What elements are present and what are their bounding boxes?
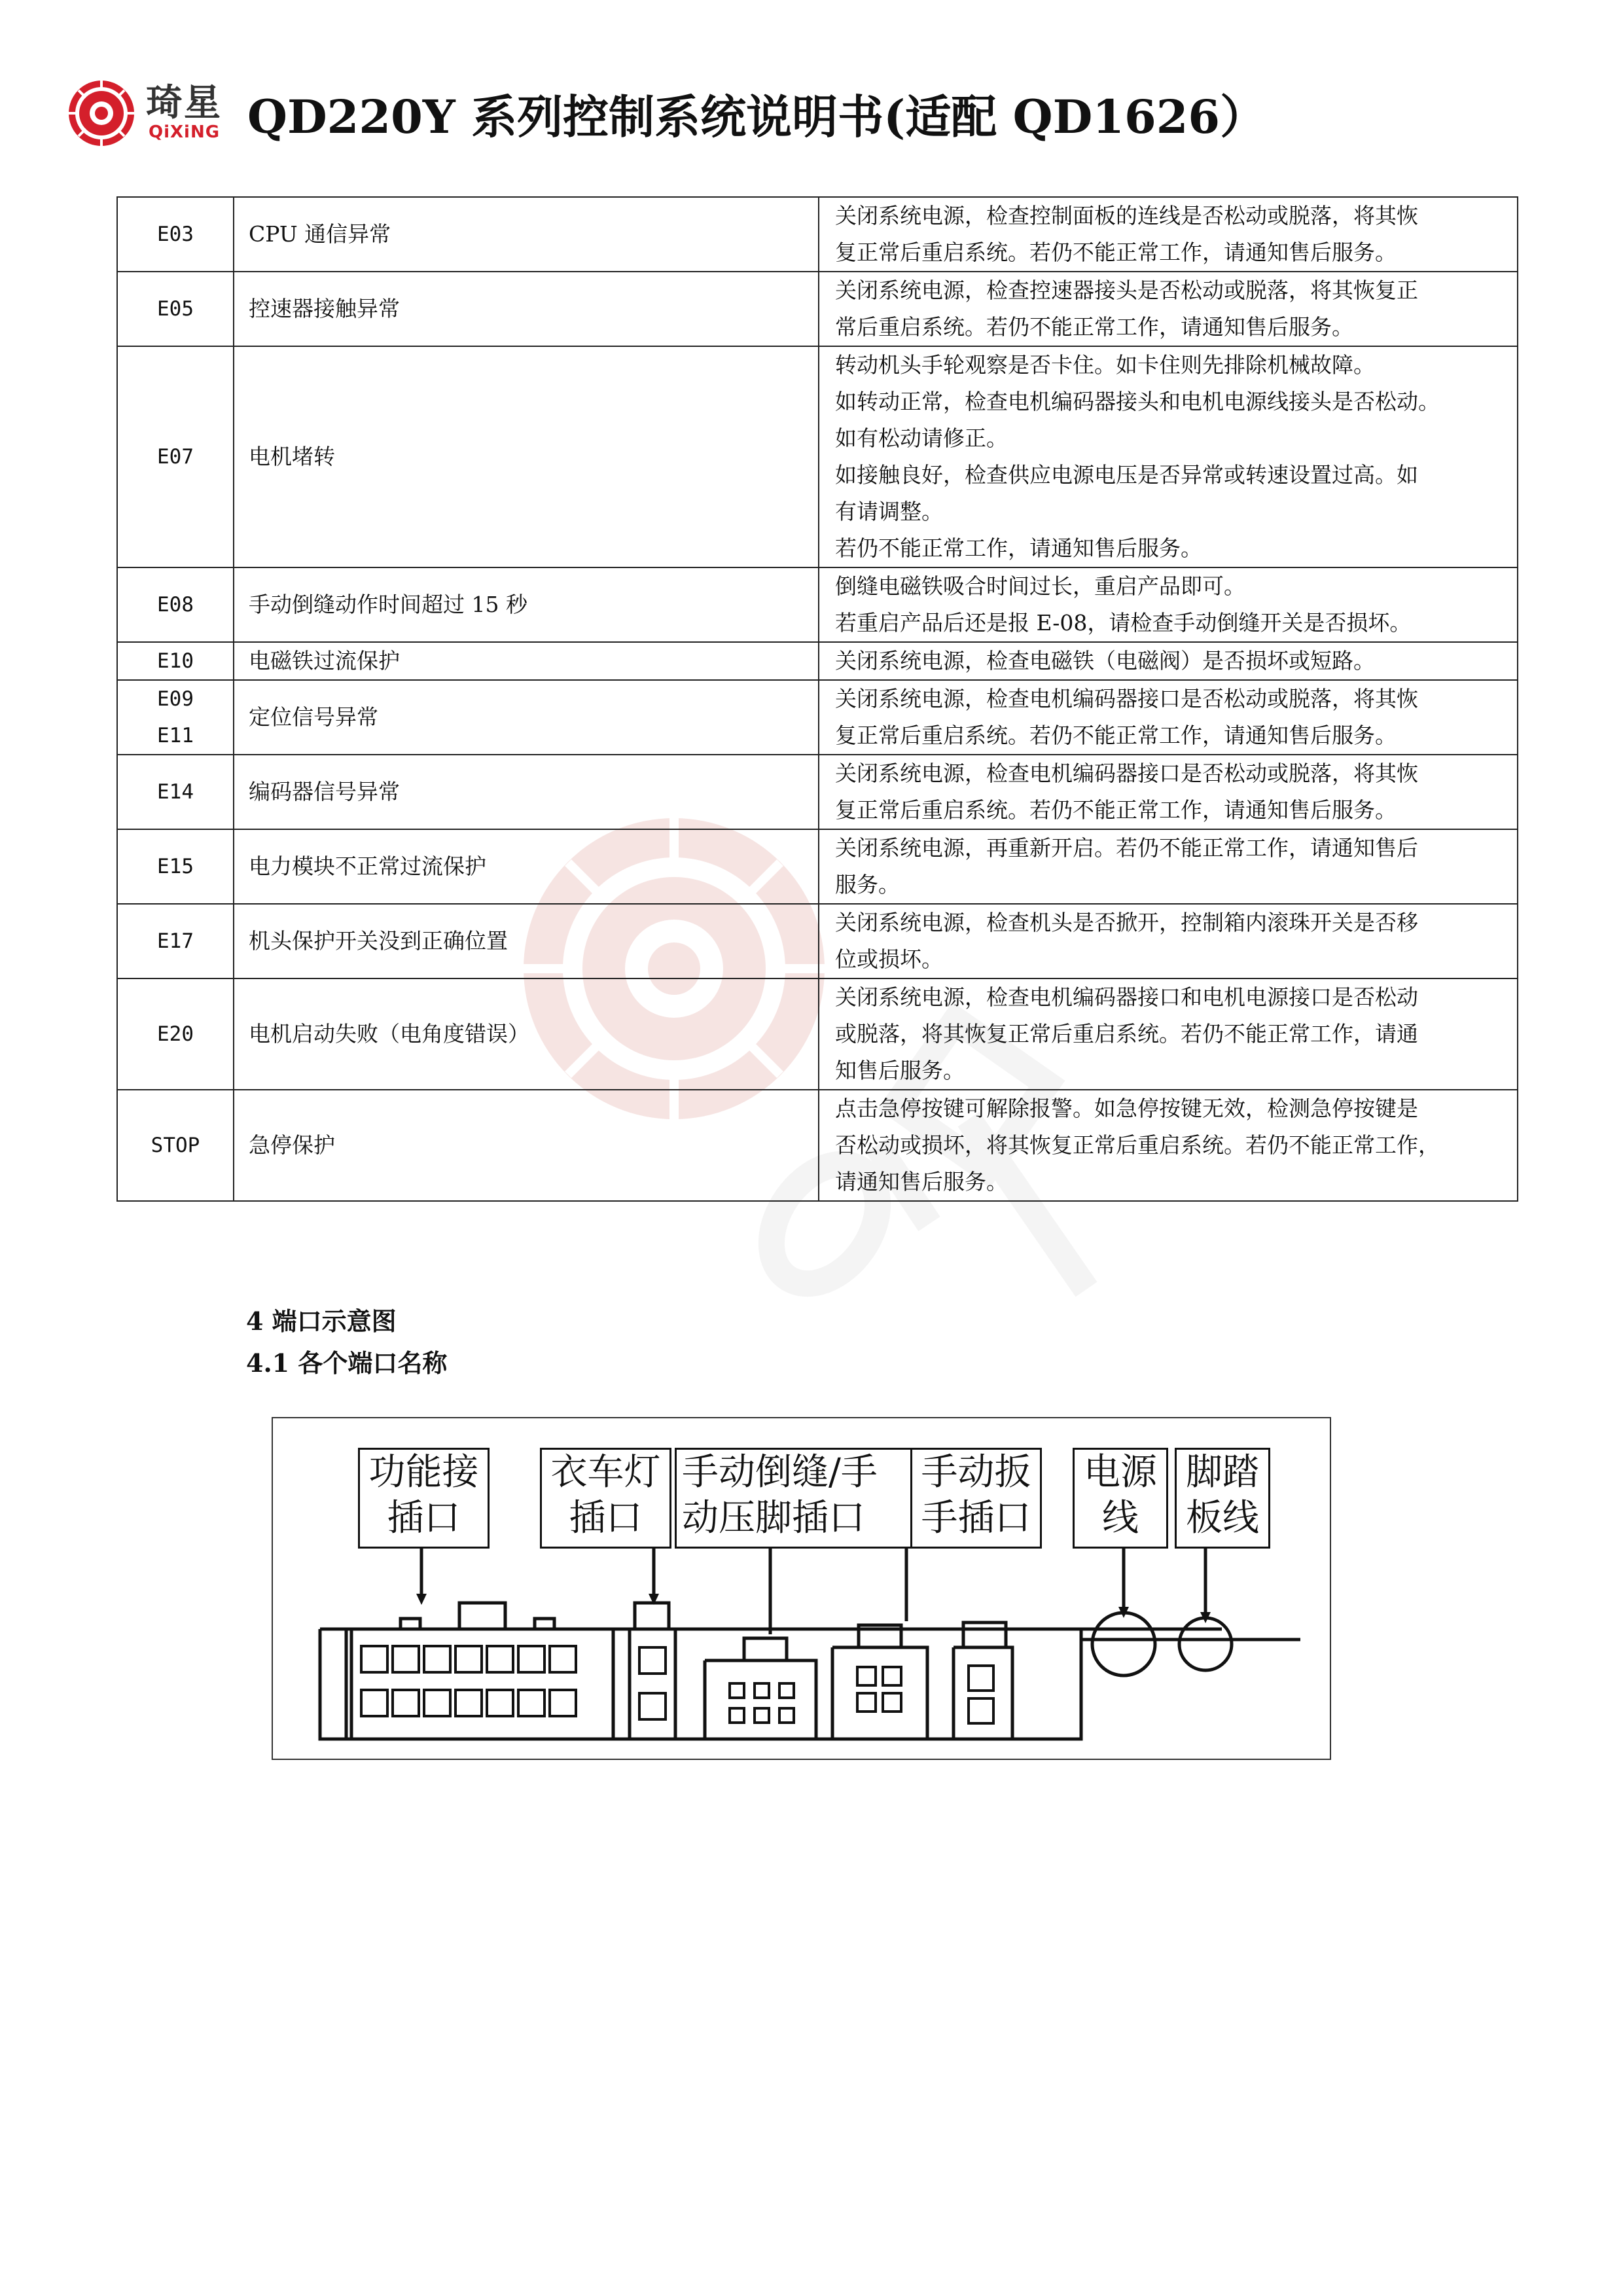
solution-line: 转动机头手轮观察是否卡住。如卡住则先排除机械故障。	[835, 352, 1375, 378]
error-description-cell: 机头保护开关没到正确位置	[234, 904, 819, 978]
qixing-logo-icon	[62, 74, 141, 152]
table-row	[117, 1090, 1518, 1201]
solution-line: 请通知售后服务。	[835, 1169, 1008, 1194]
error-description-cell: 电力模块不正常过流保护	[234, 829, 819, 904]
solution-line: 如有松动请修正。	[835, 425, 1008, 451]
table-row	[117, 642, 1518, 680]
error-code-cell	[117, 680, 234, 755]
error-code-cell	[117, 904, 234, 978]
error-description-cell: 编码器信号异常	[234, 755, 819, 829]
solution-line: 关闭系统电源，检查控速器接头是否松动或脱落，将其恢复正	[835, 278, 1418, 303]
error-code: E17	[157, 929, 194, 953]
port-label-pedal	[1175, 1448, 1270, 1549]
error-code-table	[116, 196, 1518, 1202]
solution-line: 关闭系统电源，检查机头是否掀开，控制箱内滚珠开关是否移	[835, 910, 1418, 935]
port-label-reverse-stitch	[675, 1448, 919, 1549]
port-label-reverse-line2: 动压脚插口	[682, 1497, 865, 1539]
port-label-pedal-line2: 板线	[1186, 1497, 1259, 1539]
error-description-cell: 急停保护	[234, 1090, 819, 1201]
error-description-cell: 电机堵转	[234, 346, 819, 567]
solution-line: 否松动或损坏，将其恢复正常后重启系统。若仍不能正常工作，	[835, 1132, 1440, 1158]
solution-line: 常后重启系统。若仍不能正常工作，请通知售后服务。	[835, 314, 1353, 340]
error-description-cell: 定位信号异常	[234, 680, 819, 755]
port-label-light-line1: 衣车灯	[550, 1451, 661, 1494]
port-label-wrench	[910, 1448, 1042, 1549]
error-solution-cell	[819, 346, 1518, 567]
error-description-cell: CPU 通信异常	[234, 197, 819, 272]
error-code: E11	[157, 724, 194, 747]
error-code-cell	[117, 272, 234, 346]
port-label-light	[540, 1448, 671, 1549]
port-label-power-line2: 线	[1102, 1497, 1139, 1539]
error-code-cell	[117, 197, 234, 272]
error-code: E09	[157, 687, 194, 711]
port-label-function	[358, 1448, 490, 1549]
port-diagram	[272, 1417, 1331, 1760]
error-solution-cell	[819, 642, 1518, 680]
table-row	[117, 272, 1518, 346]
error-code: STOP	[151, 1134, 200, 1157]
error-solution-cell	[819, 197, 1518, 272]
port-label-function-line2: 插口	[387, 1497, 461, 1539]
port-label-reverse-line1: 手动倒缝/手	[682, 1451, 878, 1494]
error-solution-cell	[819, 829, 1518, 904]
error-solution-cell	[819, 272, 1518, 346]
port-label-light-line2: 插口	[569, 1497, 643, 1539]
solution-line: 复正常后重启系统。若仍不能正常工作，请通知售后服务。	[835, 797, 1397, 823]
error-description-cell: 电机启动失败（电角度错误）	[234, 978, 819, 1090]
solution-line: 若重启产品后还是报 E-08，请检查手动倒缝开关是否损坏。	[835, 610, 1412, 636]
error-description-cell: 电磁铁过流保护	[234, 642, 819, 680]
port-label-power	[1073, 1448, 1168, 1549]
table-row	[117, 755, 1518, 829]
solution-line: 关闭系统电源，检查控制面板的连线是否松动或脱落，将其恢	[835, 203, 1418, 228]
solution-line: 位或损坏。	[835, 946, 943, 972]
error-code: E14	[157, 780, 194, 804]
error-code: E03	[157, 223, 194, 246]
error-solution-cell	[819, 978, 1518, 1090]
port-label-pedal-line1: 脚踏	[1186, 1451, 1259, 1494]
port-label-wrench-line2: 手插口	[921, 1497, 1031, 1539]
solution-line: 关闭系统电源，检查电机编码器接口和电机电源接口是否松动	[835, 984, 1418, 1010]
logo-english-name: QiXiNG	[149, 122, 221, 142]
error-code-cell	[117, 567, 234, 642]
solution-line: 关闭系统电源，检查电磁铁（电磁阀）是否损坏或短路。	[835, 648, 1375, 673]
error-code-cell	[117, 346, 234, 567]
table-row	[117, 680, 1518, 755]
section-heading-4-1: 4.1 各个端口名称	[246, 1348, 448, 1378]
solution-line: 关闭系统电源，检查电机编码器接口是否松动或脱落，将其恢	[835, 686, 1418, 711]
table-row	[117, 346, 1518, 567]
solution-line: 点击急停按键可解除报警。如急停按键无效，检测急停按键是	[835, 1096, 1418, 1121]
error-code: E20	[157, 1022, 194, 1046]
error-solution-cell	[819, 680, 1518, 755]
solution-line: 如转动正常，检查电机编码器接头和电机电源线接头是否松动。	[835, 389, 1440, 414]
solution-line: 复正常后重启系统。若仍不能正常工作，请通知售后服务。	[835, 723, 1397, 748]
solution-line: 或脱落，将其恢复正常后重启系统。若仍不能正常工作，请通	[835, 1021, 1418, 1047]
table-row	[117, 829, 1518, 904]
error-code: E05	[157, 297, 194, 321]
table-row	[117, 978, 1518, 1090]
port-label-function-line1: 功能接	[368, 1451, 479, 1494]
error-code: E07	[157, 445, 194, 469]
solution-line: 关闭系统电源，再重新开启。若仍不能正常工作，请通知售后	[835, 835, 1418, 861]
solution-line: 知售后服务。	[835, 1058, 965, 1083]
solution-line: 若仍不能正常工作，请通知售后服务。	[835, 535, 1202, 561]
solution-line: 如接触良好，检查供应电源电压是否异常或转速设置过高。如	[835, 462, 1418, 488]
error-solution-cell	[819, 755, 1518, 829]
table-row	[117, 567, 1518, 642]
error-code-cell	[117, 642, 234, 680]
error-code-cell	[117, 1090, 234, 1201]
solution-line: 倒缝电磁铁吸合时间过长，重启产品即可。	[835, 573, 1245, 599]
port-label-wrench-line1: 手动扳	[921, 1451, 1031, 1494]
port-label-power-line1: 电源	[1084, 1451, 1157, 1494]
logo-chinese-name: 琦星	[146, 82, 222, 124]
table-row	[117, 197, 1518, 272]
error-description-cell: 手动倒缝动作时间超过 15 秒	[234, 567, 819, 642]
error-code: E08	[157, 593, 194, 617]
error-code-cell	[117, 978, 234, 1090]
solution-line: 复正常后重启系统。若仍不能正常工作，请通知售后服务。	[835, 240, 1397, 265]
error-code-cell	[117, 755, 234, 829]
section-heading-4: 4 端口示意图	[246, 1306, 397, 1336]
solution-line: 有请调整。	[835, 499, 943, 524]
error-solution-cell	[819, 1090, 1518, 1201]
table-row	[117, 904, 1518, 978]
solution-line: 服务。	[835, 872, 900, 897]
error-description-cell: 控速器接触异常	[234, 272, 819, 346]
error-code-cell	[117, 829, 234, 904]
error-solution-cell	[819, 904, 1518, 978]
error-solution-cell	[819, 567, 1518, 642]
solution-line: 关闭系统电源，检查电机编码器接口是否松动或脱落，将其恢	[835, 761, 1418, 786]
page-header	[62, 62, 1567, 160]
error-code: E10	[157, 649, 194, 673]
error-code: E15	[157, 855, 194, 878]
document-title: QD220Y 系列控制系统说明书(适配 QD1626）	[247, 90, 1266, 144]
